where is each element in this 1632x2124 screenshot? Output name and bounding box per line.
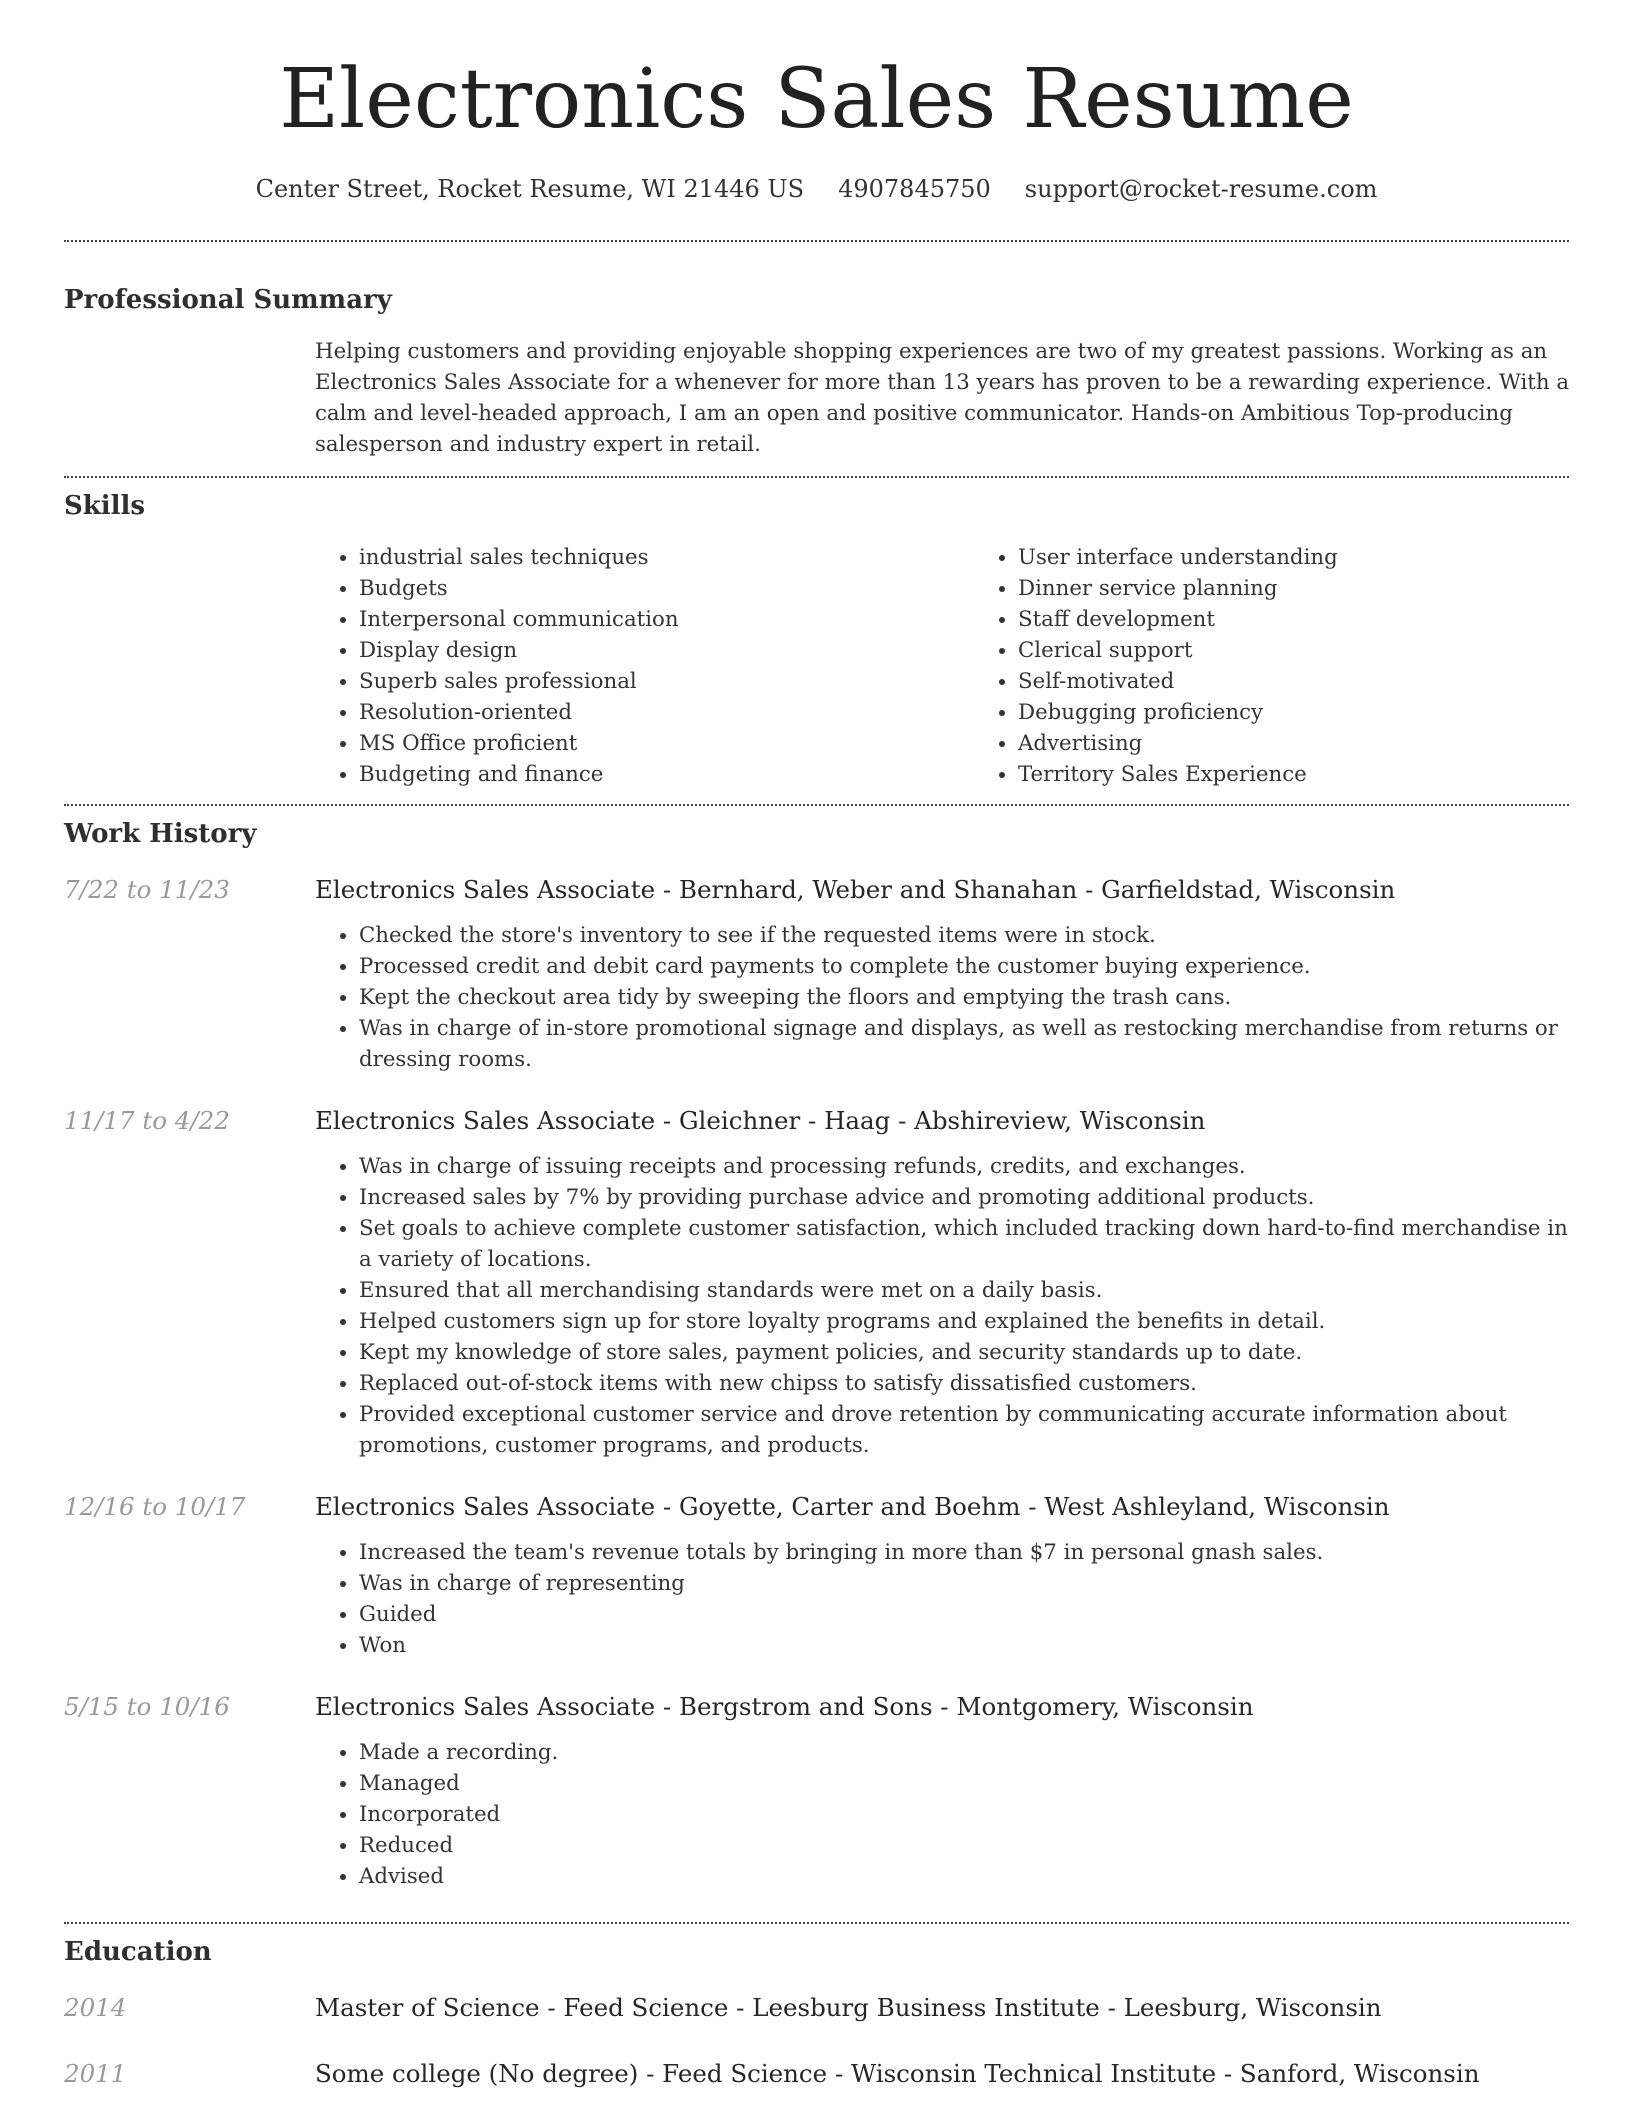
job-entry xyxy=(64,1105,1569,1461)
divider xyxy=(64,1922,1569,1924)
job-bullet: • Increased the team's revenue totals by bringing in more than $7 in personal gnash sales. xyxy=(359,1537,1569,1568)
job-bullet: • Incorporated xyxy=(359,1799,1569,1830)
job-entry xyxy=(64,874,1569,1075)
job-bullet: • Advised xyxy=(359,1861,1569,1892)
job-bullet: • Kept the checkout area tidy by sweeping the floors and emptying the trash cans. xyxy=(359,982,1569,1013)
section-title-summary: Professional Summary xyxy=(64,285,392,315)
education-detail: Some college (No degree) - Feed Science - Wisconsin Technical Institute - Sanford, Wisconsin xyxy=(315,2059,1480,2088)
divider xyxy=(64,804,1569,806)
skill-item: • Resolution-oriented xyxy=(359,697,974,728)
job-bullets xyxy=(315,920,1569,1075)
job-dates: 7/22 to 11/23 xyxy=(64,875,230,904)
skills-column-right xyxy=(974,542,1569,790)
skill-item: • MS Office proficient xyxy=(359,728,974,759)
job-bullet: • Guided xyxy=(359,1599,1569,1630)
job-bullet: • Checked the store's inventory to see if the requested items were in stock. xyxy=(359,920,1569,951)
education-year: 2014 xyxy=(64,1993,127,2022)
skill-item: • Staff development xyxy=(1018,604,1569,635)
job-dates: 12/16 to 10/17 xyxy=(64,1492,246,1521)
resume-page xyxy=(64,0,1569,2124)
skill-item: • Budgeting and finance xyxy=(359,759,974,790)
skill-item: • Advertising xyxy=(1018,728,1569,759)
job-bullet: • Replaced out-of-stock items with new chipss to satisfy dissatisfied customers. xyxy=(359,1368,1569,1399)
resume-title: Electronics Sales Resume xyxy=(279,52,1354,147)
skill-item: • User interface understanding xyxy=(1018,542,1569,573)
summary-row xyxy=(64,316,1569,476)
job-bullet: • Processed credit and debit card payments to complete the customer buying experience. xyxy=(359,951,1569,982)
skill-item: • industrial sales techniques xyxy=(359,542,974,573)
job-heading: Electronics Sales Associate - Gleichner - Haag - Abshireview, Wisconsin xyxy=(315,1106,1206,1135)
contact-email: support@rocket-resume.com xyxy=(1024,175,1378,203)
education-entry xyxy=(64,2058,1569,2090)
education-year: 2011 xyxy=(64,2059,127,2088)
job-bullet: • Reduced xyxy=(359,1830,1569,1861)
job-bullet: • Was in charge of representing xyxy=(359,1568,1569,1599)
job-bullets xyxy=(315,1151,1569,1461)
job-bullet: • Helped customers sign up for store loyalty programs and explained the benefits in detail. xyxy=(359,1306,1569,1337)
skill-item: • Self-motivated xyxy=(1018,666,1569,697)
job-heading: Electronics Sales Associate - Goyette, Carter and Boehm - West Ashleyland, Wisconsin xyxy=(315,1492,1390,1521)
skill-item: • Interpersonal communication xyxy=(359,604,974,635)
job-bullet: • Managed xyxy=(359,1768,1569,1799)
section-title-education: Education xyxy=(64,1937,212,1967)
contact-address: Center Street, Rocket Resume, WI 21446 US xyxy=(255,175,805,203)
section-title-work-history: Work History xyxy=(64,819,257,849)
summary-text: Helping customers and providing enjoyable shopping experiences are two of my greatest passions. Working as an Electronics Sales Associate for a whenever for more than 13 years has proven to be a rewarding experience. With a calm and level-headed approach, I am an open and positive communicator. Hands-on Ambitious Top-producing salesperson and industry expert in retail. xyxy=(315,339,1570,457)
skill-item: • Territory Sales Experience xyxy=(1018,759,1569,790)
education-detail: Master of Science - Feed Science - Leesburg Business Institute - Leesburg, Wisconsin xyxy=(315,1993,1382,2022)
skill-item: • Superb sales professional xyxy=(359,666,974,697)
job-dates: 11/17 to 4/22 xyxy=(64,1106,230,1135)
skill-item: • Clerical support xyxy=(1018,635,1569,666)
divider xyxy=(64,240,1569,242)
job-bullet: • Was in charge of issuing receipts and processing refunds, credits, and exchanges. xyxy=(359,1151,1569,1182)
contact-phone: 4907845750 xyxy=(838,175,991,203)
job-bullets xyxy=(315,1537,1569,1661)
section-title-skills: Skills xyxy=(64,491,146,521)
skills-list xyxy=(315,542,1569,790)
job-bullets xyxy=(315,1737,1569,1892)
job-bullet: • Ensured that all merchandising standards were met on a daily basis. xyxy=(359,1275,1569,1306)
job-heading: Electronics Sales Associate - Bernhard, Weber and Shanahan - Garfieldstad, Wisconsin xyxy=(315,875,1396,904)
job-bullet: • Made a recording. xyxy=(359,1737,1569,1768)
job-bullet: • Won xyxy=(359,1630,1569,1661)
divider xyxy=(64,476,1569,478)
job-bullet: • Provided exceptional customer service and drove retention by communicating accurate information about promotions, customer programs, and products. xyxy=(359,1399,1569,1461)
skills-row xyxy=(64,522,1569,804)
education-entry xyxy=(64,1992,1569,2024)
contact-info xyxy=(64,174,1569,204)
skills-column-left xyxy=(315,542,974,790)
skill-item: • Display design xyxy=(359,635,974,666)
job-bullet: • Set goals to achieve complete customer satisfaction, which included tracking down hard-to-find merchandise in a variety of locations. xyxy=(359,1213,1569,1275)
job-dates: 5/15 to 10/16 xyxy=(64,1692,230,1721)
job-bullet: • Increased sales by 7% by providing purchase advice and promoting additional products. xyxy=(359,1182,1569,1213)
job-heading: Electronics Sales Associate - Bergstrom and Sons - Montgomery, Wisconsin xyxy=(315,1692,1254,1721)
skill-item: • Debugging proficiency xyxy=(1018,697,1569,728)
job-bullet: • Kept my knowledge of store sales, payment policies, and security standards up to date. xyxy=(359,1337,1569,1368)
job-bullet: • Was in charge of in-store promotional signage and displays, as well as restocking merchandise from returns or dressing rooms. xyxy=(359,1013,1569,1075)
skill-item: • Budgets xyxy=(359,573,974,604)
job-entry xyxy=(64,1691,1569,1892)
job-entry xyxy=(64,1491,1569,1661)
skill-item: • Dinner service planning xyxy=(1018,573,1569,604)
